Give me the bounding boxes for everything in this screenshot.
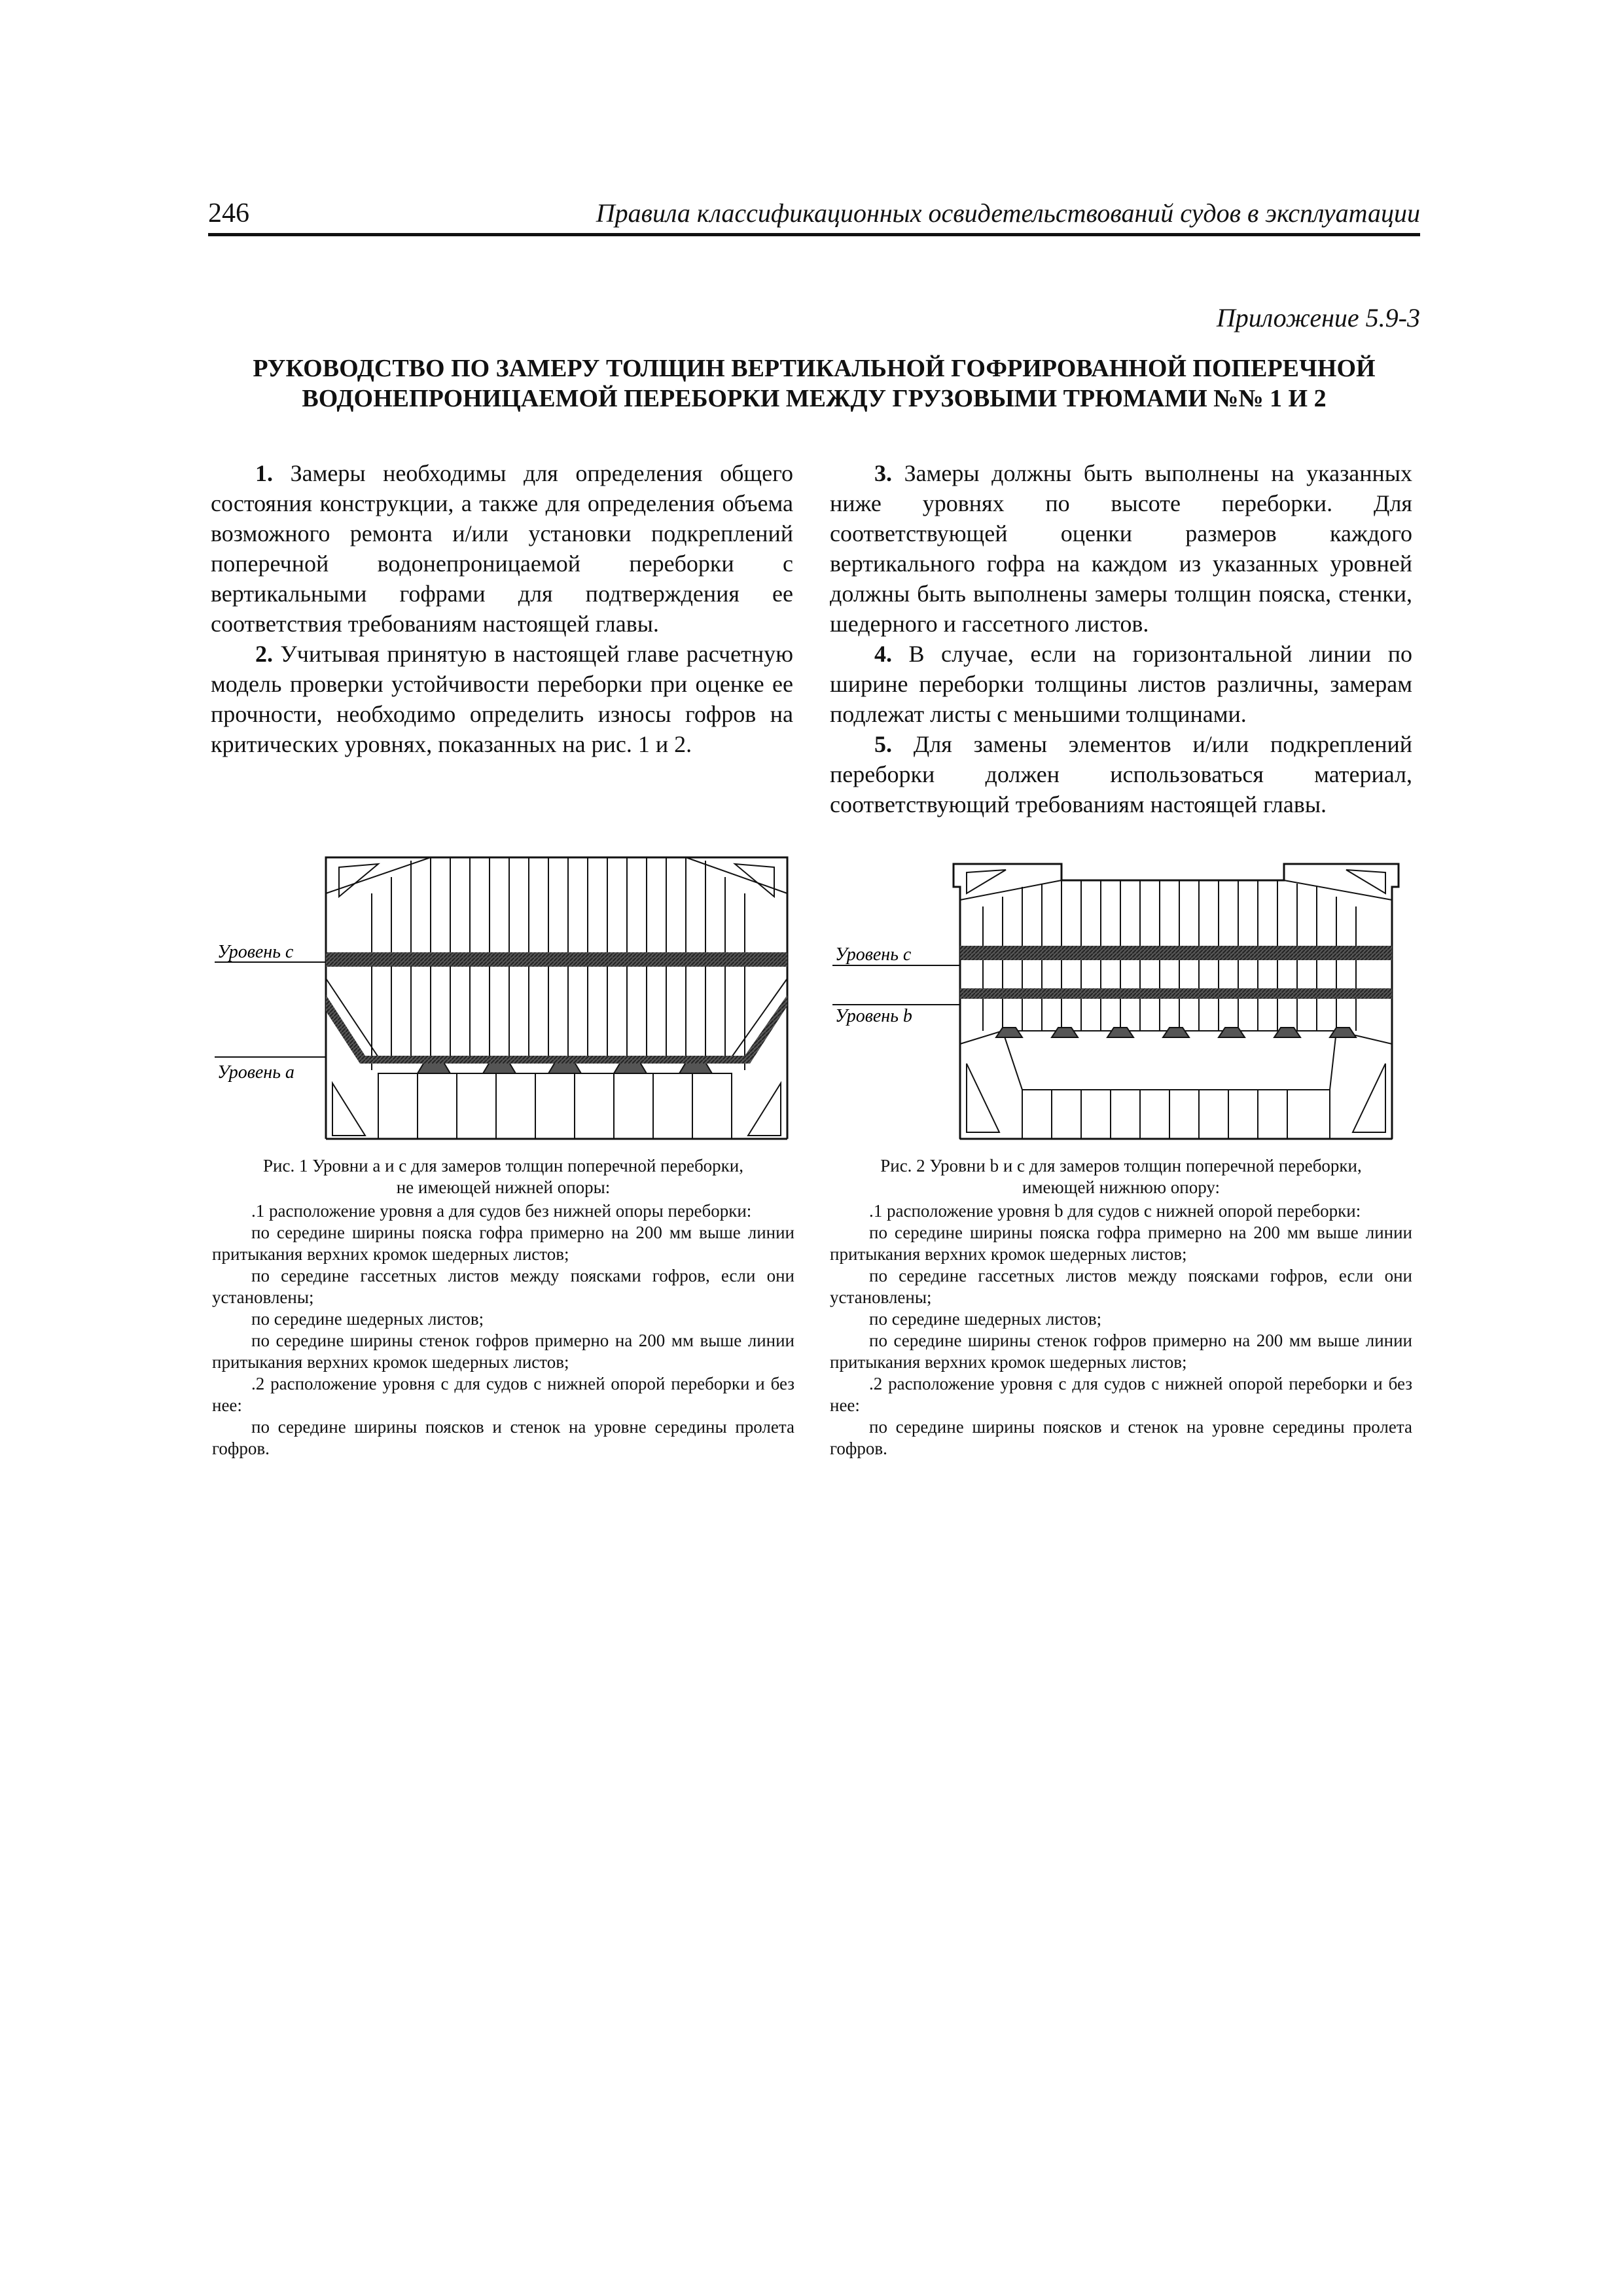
figure-2 <box>826 848 1415 1149</box>
caption-item: по середине ширины поясков и стенок на уровне середины пролета гофров. <box>212 1417 794 1458</box>
figure-1-drawing <box>208 848 797 1149</box>
document-title <box>208 353 1420 414</box>
caption-item: .2 расположение уровня c для судов с нижней опорой переборки и без нее: <box>830 1374 1412 1415</box>
page-header <box>208 196 1420 236</box>
caption-title-line: имеющей нижнюю опору: <box>1022 1177 1220 1197</box>
caption-item: по середине гассетных листов между поясками гофров, если они установлены; <box>212 1266 794 1307</box>
paragraph-5 <box>830 729 1412 819</box>
paragraph-text: Учитывая принятую в настоящей главе расчетную модель проверки устойчивости переборки при оценке ее прочности, необходимо определить износы гофров на критических уровнях, показанных на рис. 1 и 2. <box>211 641 793 757</box>
figure-2-drawing <box>826 848 1415 1149</box>
running-title: Правила классификационных освидетельствований судов в эксплуатации <box>596 198 1420 228</box>
caption-item: по середине шедерных листов; <box>869 1309 1102 1329</box>
caption-item: .2 расположение уровня c для судов с нижней опорой переборки и без нее: <box>212 1374 794 1415</box>
paragraph-4 <box>830 639 1412 729</box>
caption-title-line: Рис. 1 Уровни a и c для замеров толщин поперечной переборки, <box>263 1156 743 1175</box>
page-number: 246 <box>208 198 249 228</box>
caption-item: по середине шедерных листов; <box>251 1309 484 1329</box>
paragraph-text: Замеры необходимы для определения общего состояния конструкции, а также для определения объема возможного ремонта и/или установки подкреплений поперечной водонепроницаемой переборки с вертикальными гофрами для подтверждения ее соответствия требованиям настоящей главы. <box>211 460 793 637</box>
paragraph-text: Для замены элементов и/или подкреплений переборки должен использоваться материал, соответствующий требованиям настоящей главы. <box>830 731 1413 817</box>
paragraph-3 <box>830 458 1412 639</box>
level-b-label: Уровень b <box>835 1006 912 1026</box>
lower-stool <box>960 1031 1392 1139</box>
paragraph-number: 4. <box>874 641 892 667</box>
bulkhead-outline <box>326 857 787 1139</box>
paragraph-text: Замеры должны быть выполнены на указанных ниже уровнях по высоте переборки. Для соответствующей оценки размеров каждого вертикального гофра на каждом из указанных уровней должны быть выполнены замеры толщин пояска, стенки, шедерного и гассетного листов. <box>830 460 1412 637</box>
figure-1 <box>208 848 797 1149</box>
level-c-band <box>326 952 787 967</box>
paragraph-number: 2. <box>255 641 273 667</box>
caption-title <box>830 1155 1412 1198</box>
caption-item: по середине ширины поясков и стенок на уровне середины пролета гофров. <box>830 1417 1412 1458</box>
title-line-1: РУКОВОДСТВО ПО ЗАМЕРУ ТОЛЩИН ВЕРТИКАЛЬНОЙ ГОФРИРОВАННОЙ ПОПЕРЕЧНОЙ <box>253 355 1376 382</box>
caption-item: по середине гассетных листов между поясками гофров, если они установлены; <box>830 1266 1412 1307</box>
shedder-plates <box>996 1028 1356 1037</box>
topside-brackets <box>967 870 1385 893</box>
caption-item: по середине ширины стенок гофров примерно на 200 мм выше линии притыкания верхних кромок шедерных листов; <box>830 1331 1412 1372</box>
appendix-label: Приложение 5.9-3 <box>1216 303 1420 332</box>
figure-1-caption <box>212 1155 794 1460</box>
paragraph-text: В случае, если на горизонтальной линии по ширине переборки толщины листов различны, замерам подлежат листы с меньшими толщинами. <box>830 641 1412 727</box>
level-b-band <box>960 988 1392 999</box>
level-c-label: Уровень c <box>217 942 294 962</box>
left-column <box>211 458 793 759</box>
paragraph-number: 1. <box>255 460 273 486</box>
figure-2-caption <box>830 1155 1412 1460</box>
caption-title-line: Рис. 2 Уровни b и c для замеров толщин поперечной переборки, <box>880 1156 1362 1175</box>
paragraph-number: 5. <box>874 731 892 757</box>
caption-title-line: не имеющей нижней опоры: <box>396 1177 611 1197</box>
paragraph-1 <box>211 458 793 639</box>
level-c-label: Уровень c <box>835 944 912 965</box>
level-c-band <box>960 946 1392 960</box>
right-column <box>830 458 1412 819</box>
caption-item: .1 расположение уровня b для судов с нижней опорой переборки: <box>869 1201 1361 1221</box>
lower-stool-cells <box>378 1073 732 1139</box>
bulkhead-outline <box>954 864 1399 1139</box>
caption-title <box>212 1155 794 1198</box>
level-a-band <box>326 995 787 1064</box>
paragraph-number: 3. <box>874 460 892 486</box>
topside-brackets <box>332 864 781 1136</box>
caption-item: по середине ширины стенок гофров примерно на 200 мм выше линии притыкания верхних кромок шедерных листов; <box>212 1331 794 1372</box>
paragraph-2 <box>211 639 793 759</box>
caption-item: по середине ширины пояска гофра примерно на 200 мм выше линии притыкания верхних кромок шедерных листов; <box>212 1223 794 1264</box>
caption-item: .1 расположение уровня a для судов без нижней опоры переборки: <box>251 1201 752 1221</box>
caption-item: по середине ширины пояска гофра примерно на 200 мм выше линии притыкания верхних кромок шедерных листов; <box>830 1223 1412 1264</box>
level-a-label: Уровень a <box>217 1062 294 1083</box>
title-line-2: ВОДОНЕПРОНИЦАЕМОЙ ПЕРЕБОРКИ МЕЖДУ ГРУЗОВЫМИ ТРЮМАМИ №№ 1 И 2 <box>302 385 1327 412</box>
